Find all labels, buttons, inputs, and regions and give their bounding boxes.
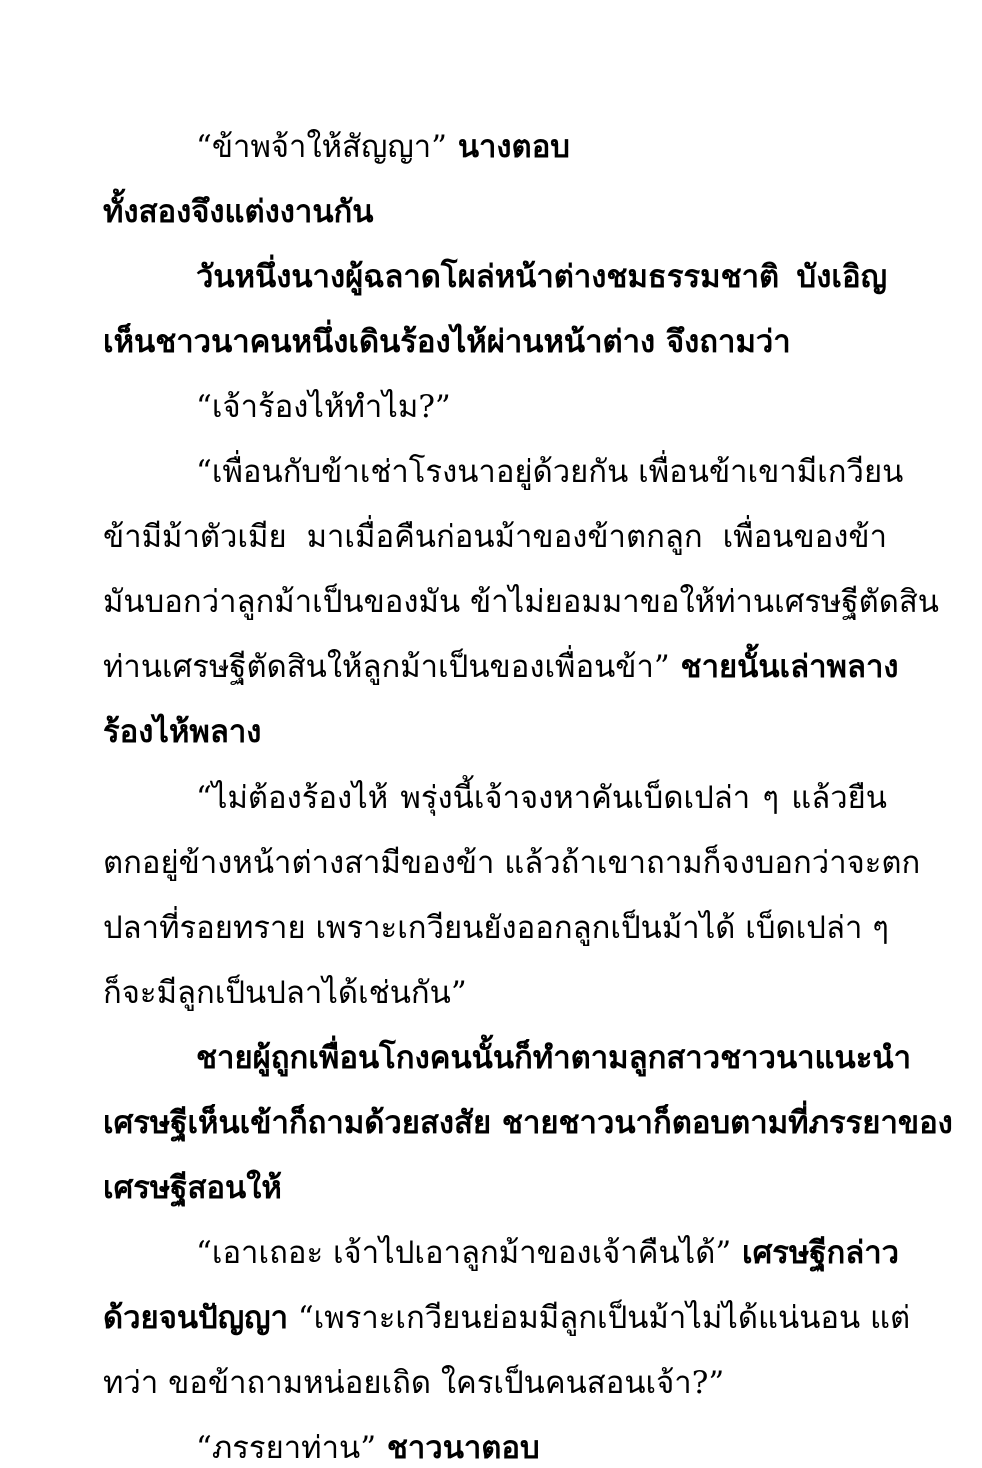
text-line <box>103 908 887 948</box>
text-line <box>103 973 887 1013</box>
text-line <box>196 1428 887 1468</box>
text-line <box>103 843 921 883</box>
text-line <box>196 257 887 297</box>
text-line <box>103 1298 911 1338</box>
text-line <box>196 1038 911 1078</box>
text-line <box>103 517 887 557</box>
bold-text-segment: วันหนึ่งนางผู้ฉลาดโผล่หน้าต่างชมธรรมชาติ บังเอิญ <box>196 259 887 295</box>
bold-text-segment: เศรษฐีสอนให้ <box>103 1170 282 1206</box>
bold-text-segment: ทั้งสองจึงแต่งงานกัน <box>103 194 374 230</box>
text-segment: มันบอกว่าลูกม้าเป็นของมัน ข้าไม่ยอมมาขอให้ท่านเศรษฐีตัดสิน <box>103 584 939 620</box>
bold-text-segment: เศรษฐีเห็นเข้าก็ถามด้วยสงสัย ชายชาวนาก็ตอบตามที่ภรรยาของ <box>103 1105 953 1141</box>
bold-text-segment: ชาวนาตอบ <box>376 1430 540 1466</box>
bold-text-segment: เศรษฐีกล่าว <box>731 1235 900 1271</box>
text-segment: ข้ามีม้าตัวเมีย มาเมื่อคืนก่อนม้าของข้าตกลูก เพื่อนของข้า <box>103 519 887 555</box>
text-line <box>103 582 939 622</box>
text-segment: “เพื่อนกับข้าเช่าโรงนาอยู่ด้วยกัน เพื่อนข้าเขามีเกวียน <box>196 454 904 490</box>
text-segment: ก็จะมีลูกเป็นปลาได้เช่นกัน” <box>103 975 467 1011</box>
text-segment: “ภรรยาท่าน” <box>196 1430 377 1466</box>
text-segment: “ข้าพจ้าให้สัญญา” <box>196 129 448 165</box>
text-segment: ทว่า ขอข้าถามหน่อยเถิด ใครเป็นคนสอนเจ้า?” <box>103 1365 725 1401</box>
text-line <box>196 387 887 427</box>
bold-text-segment: ชายผู้ถูกเพื่อนโกงคนนั้นก็ทำตามลูกสาวชาวนาแนะนำ <box>196 1040 911 1076</box>
text-line <box>103 712 887 752</box>
text-segment: ท่านเศรษฐีตัดสินให้ลูกม้าเป็นของเพื่อนข้า” <box>103 649 670 685</box>
text-line <box>103 1168 887 1208</box>
bold-text-segment: ชายนั้นเล่าพลาง <box>669 649 899 685</box>
text-segment: ปลาที่รอยทราย เพราะเกวียนยังออกลูกเป็นม้าได้ เบ็ดเปล่า ๆ <box>103 910 889 946</box>
text-line <box>196 1233 900 1273</box>
text-line <box>103 647 899 687</box>
text-line <box>196 778 887 818</box>
text-line <box>103 322 887 362</box>
text-segment: ตกอยู่ข้างหน้าต่างสามีของข้า แล้วถ้าเขาถามก็จงบอกว่าจะตก <box>103 845 921 881</box>
text-segment: “เจ้าร้องไห้ทำไม?” <box>196 389 451 425</box>
text-segment: “เอาเถอะ เจ้าไปเอาลูกม้าของเจ้าคืนได้” <box>196 1235 732 1271</box>
text-line <box>103 1363 887 1403</box>
bold-text-segment: ด้วยจนปัญญา <box>103 1300 288 1336</box>
bold-text-segment: ร้องไห้พลาง <box>103 714 262 750</box>
bold-text-segment: นางตอบ <box>447 129 570 165</box>
text-line <box>103 192 887 232</box>
text-line <box>196 452 904 492</box>
text-segment: “ไม่ต้องร้องไห้ พรุ่งนี้เจ้าจงหาคันเบ็ดเปล่า ๆ แล้วยืน <box>196 780 887 816</box>
text-line <box>196 127 887 167</box>
text-line <box>103 1103 953 1143</box>
bold-text-segment: เห็นชาวนาคนหนึ่งเดินร้องไห้ผ่านหน้าต่าง จึงถามว่า <box>103 324 791 360</box>
text-segment: “เพราะเกวียนย่อมมีลูกเป็นม้าไม่ได้แน่นอน แต่ <box>287 1300 911 1336</box>
